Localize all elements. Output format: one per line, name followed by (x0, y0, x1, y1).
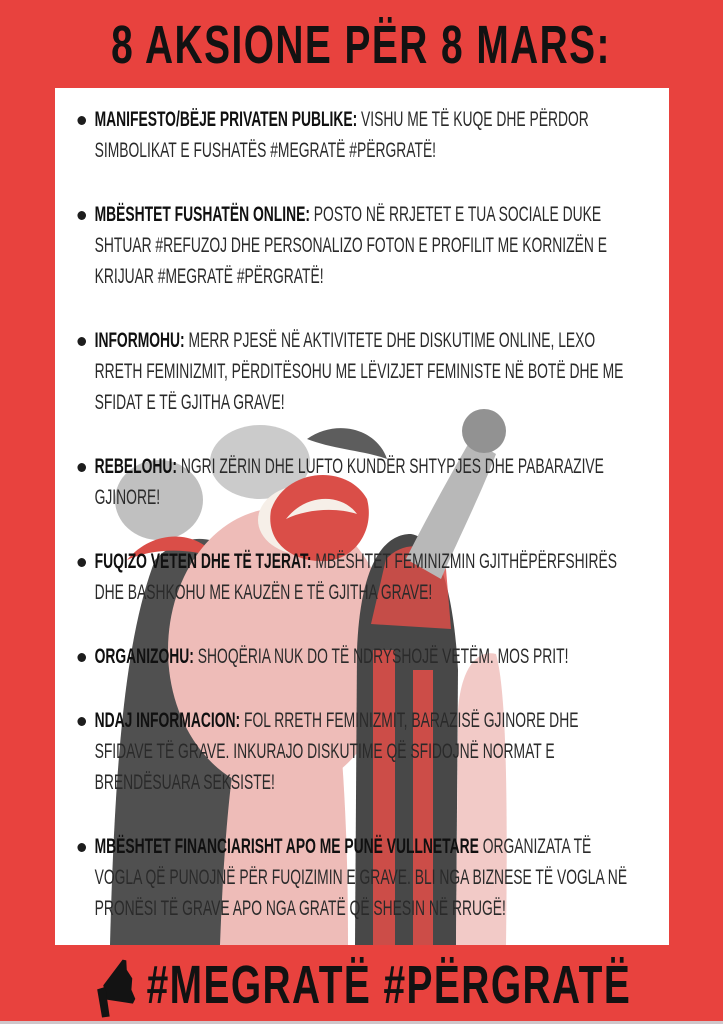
action-item (55, 641, 669, 672)
action-text: MERR PJESË NË AKTIVITETE DHE DISKUTIME ONLINE, LEXO RRETH FEMINIZMIT, PËRDITËSOHU ME LËVIZJET FEMINISTE NË BOTË DHE ME SFIDAT E TË GJITHA GRAVE! (94, 329, 624, 414)
title-band (0, 14, 723, 76)
action-text: NGRI ZËRIN DHE LUFTO KUNDËR SHTYPJES DHE PABARAZIVE GJINORE! (94, 455, 604, 509)
bullet-icon (77, 211, 86, 220)
action-item (55, 199, 669, 292)
action-text: SHOQËRIA NUK DO TË NDRYSHOJË VETËM. MOS PRIT! (197, 645, 569, 668)
action-lead: ORGANIZOHU: (94, 645, 194, 668)
bullet-icon (77, 337, 86, 346)
action-text: FOL RRETH FEMINIZMIT, BARAZISË GJINORE DHE SFIDAVE TË GRAVE. INKURAJO DISKUTIME QË SFIDOJNË NORMAT E BRENDËSUARA SEKSISTE! (94, 709, 579, 794)
bullet-icon (77, 463, 86, 472)
actions-list (55, 88, 669, 924)
poster-title: 8 AKSIONE PËR 8 MARS: (111, 15, 612, 75)
content-panel (55, 88, 669, 945)
action-lead: MANIFESTO/BËJE PRIVATEN PUBLIKE: (94, 108, 358, 131)
bullet-icon (77, 717, 86, 726)
action-item (55, 325, 669, 418)
action-lead: REBELOHU: (94, 455, 177, 478)
action-item (55, 831, 669, 924)
action-text: POSTO NË RRJETET E TUA SOCIALE DUKE SHTUAR #REFUZOJ DHE PERSONALIZO FOTON E PROFILIT ME KORNIZËN E KRIJUAR #MEGRATË #PËRGRATË! (94, 203, 607, 288)
action-lead: MBËSHTET FUSHATËN ONLINE: (94, 203, 310, 226)
bullet-icon (77, 653, 86, 662)
footer-banner (0, 945, 723, 1024)
action-lead: INFORMOHU: (94, 329, 185, 352)
action-item (55, 705, 669, 798)
bullet-icon (77, 116, 86, 125)
action-text: MBËSHTET FEMINIZMIN GJITHËPËRFSHIRËS DHE BASHKOHU ME KAUZËN E TË GJITHA GRAVE! (94, 550, 617, 604)
footer-inner (92, 946, 631, 1024)
bullet-icon (77, 558, 86, 567)
action-text: VISHU ME TË KUQE DHE PËRDOR SIMBOLIKAT E FUSHATËS #MEGRATË #PËRGRATË! (94, 108, 589, 162)
action-item (55, 546, 669, 608)
action-lead: NDAJ INFORMACION: (94, 709, 241, 732)
megaphone-icon (92, 950, 145, 1024)
action-lead: FUQIZO VETEN DHE TË TJERAT: (94, 550, 312, 573)
action-item (55, 451, 669, 513)
footer-hashtags: #MEGRATË #PËRGRATË (146, 954, 632, 1015)
action-item (55, 104, 669, 166)
action-text: ORGANIZATA TË VOGLA QË PUNOJNË PËR FUQIZIMIN E GRAVE. BLI NGA BIZNESE TË VOGLA NË PRONËSI TË GRAVE APO NGA GRATË QË SHESIN NË RRUGË! (94, 835, 628, 920)
action-lead: MBËSHTET FINANCIARISHT APO ME PUNË VULLNETARE (94, 835, 479, 858)
bullet-icon (77, 843, 86, 852)
